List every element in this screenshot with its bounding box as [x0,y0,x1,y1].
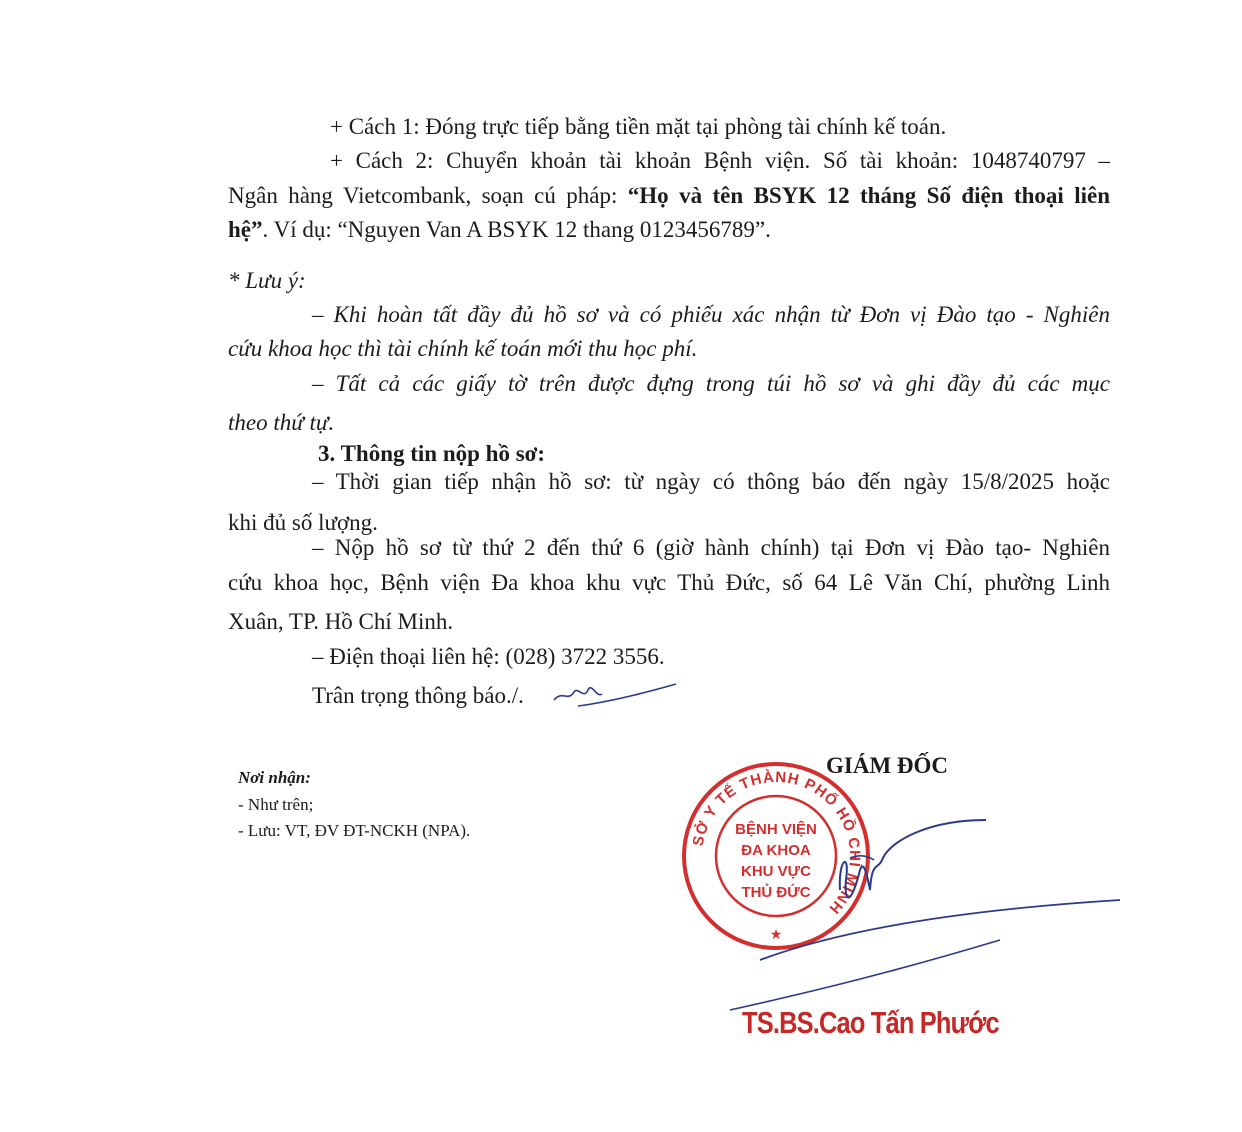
syntax-format: “Họ và tên BSYK 12 tháng Số điện thoại liên [627,183,1110,208]
section-3-item-2-line-1: – Nộp hồ sơ từ thứ 2 đến thứ 6 (giờ hành chính) tại Đơn vị Đào tạo- Nghiên [312,535,1110,560]
payment-method-2-line-3 [228,215,771,245]
note-item-1-line-1: – Khi hoàn tất đầy đủ hồ sơ và có phiếu xác nhận từ Đơn vị Đào tạo - Nghiên [312,302,1110,327]
note-item-2-line-1: – Tất cả các giấy tờ trên được đựng trong túi hồ sơ và ghi đầy đủ các mục [312,371,1110,396]
section-3-item-3: – Điện thoại liên hệ: (028) 3722 3556. [312,644,665,669]
section-3-item-1-line-2: khi đủ số lượng. [228,510,378,535]
seal-ring-text: SỞ Y TẾ THÀNH PHỐ HỒ CHÍ MINH [689,768,864,918]
payment-method-1: + Cách 1: Đóng trực tiếp bằng tiền mặt tại phòng tài chính kế toán. [330,114,947,139]
payment-method-2-line-1: + Cách 2: Chuyển khoản tài khoản Bệnh viện. Số tài khoản: 1048740797 – [330,148,1110,173]
recipient-item: - Lưu: VT, ĐV ĐT-NCKH (NPA). [238,821,471,840]
syntax-example: . Ví dụ: “Nguyen Van A BSYK 12 thang 0123456789”. [262,217,771,242]
recipients-heading: Nơi nhận: [238,768,311,787]
section-3-item-2-line-2: cứu khoa học, Bệnh viện Đa khoa khu vực Thủ Đức, số 64 Lê Văn Chí, phường Linh [228,570,1110,595]
seal-center-line: ĐA KHOA [741,842,811,859]
note-item-2-line-2: theo thứ tự. [228,410,335,435]
seal-center-line: KHU VỰC [741,863,811,880]
closing-text: Trân trọng thông báo./. [312,683,524,708]
syntax-intro: Ngân hàng Vietcombank, soạn cú pháp: [228,183,628,208]
section-3-item-2-line-3: Xuân, TP. Hồ Chí Minh. [228,609,454,634]
syntax-format-end: hệ” [228,217,263,242]
section-3-item-1-line-1: – Thời gian tiếp nhận hồ sơ: từ ngày có thông báo đến ngày 15/8/2025 hoặc [312,469,1110,494]
seal-center-line: THỦ ĐỨC [741,884,811,901]
note-heading: * Lưu ý: [228,268,306,293]
handwritten-signature [700,800,1140,1040]
payment-method-2-line-2 [228,181,1110,211]
section-3-heading: 3. Thông tin nộp hồ sơ: [318,441,546,466]
initial-scribble [548,672,688,712]
signer-name: TS.BS.Cao Tấn Phước [742,1005,999,1040]
seal-center-line: BỆNH VIỆN [735,821,817,838]
recipient-item: - Như trên; [238,795,314,814]
signer-title: GIÁM ĐỐC [826,753,949,778]
note-item-1-line-2: cứu khoa học thì tài chính kế toán mới thu học phí. [228,336,698,361]
svg-text:★: ★ [769,928,783,943]
